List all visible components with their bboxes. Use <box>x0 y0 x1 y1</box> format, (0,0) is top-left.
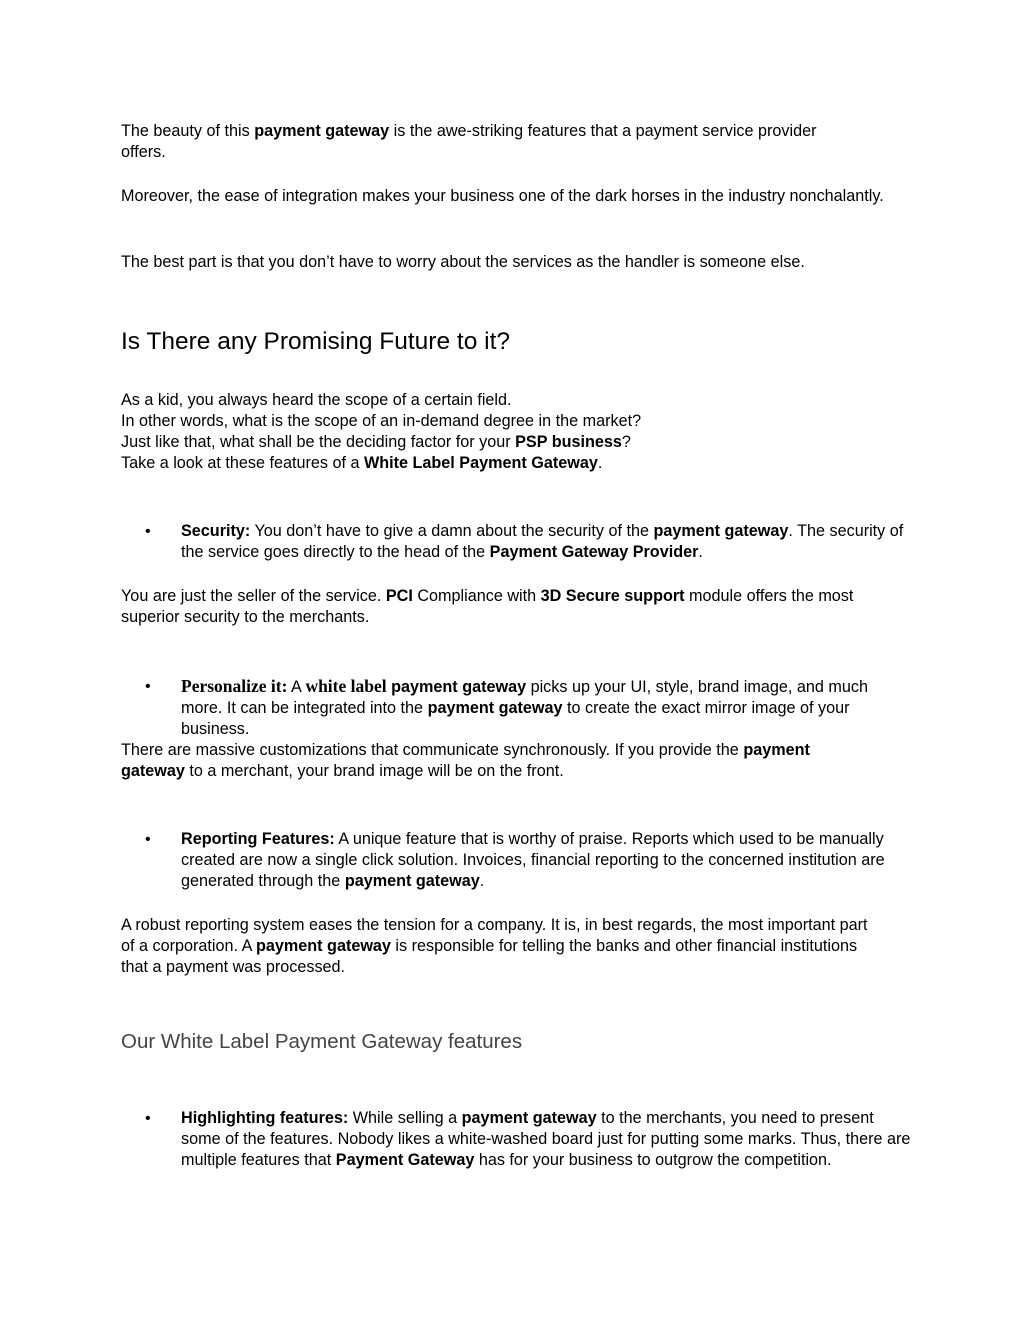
bold-text: 3D Secure support <box>540 587 685 605</box>
text: to a merchant, your brand image will be on the front. <box>184 762 564 780</box>
text: Just like that, what shall be the deciding factor for your <box>121 433 516 451</box>
text: has for your business to outgrow the competition. <box>474 1151 832 1169</box>
list-item-personalize <box>181 676 886 740</box>
text: to create the exact mirror image of your business. <box>181 699 850 738</box>
bold-text: payment gateway <box>121 741 810 780</box>
bold-text: White Label Payment Gateway <box>363 454 598 472</box>
text: A robust reporting system eases the tension for a company. It is, in best regards, the most important part of a corporation. A <box>121 916 868 955</box>
bullet-marker: • <box>145 831 151 848</box>
bold-text: payment gateway <box>344 872 480 890</box>
text: . <box>698 543 703 561</box>
paragraph-beauty <box>121 121 861 163</box>
bold-text: PSP business <box>515 433 622 451</box>
text: . <box>597 454 603 472</box>
text: You are just the seller of the service. <box>121 587 386 605</box>
bold-text: payment gateway <box>254 122 390 140</box>
text: While selling a <box>348 1109 462 1127</box>
bold-text: Highlighting features: <box>181 1109 349 1127</box>
bold-text: Security: <box>181 522 251 540</box>
bullet-marker: • <box>145 678 151 695</box>
text: A unique feature that is worthy of praise. Reports which used to be manually created are now a single click solution. Invoices, financial reporting to the concerned institution are generated through the <box>181 830 885 890</box>
paragraph-robust <box>121 915 876 978</box>
paragraph-customizations <box>121 740 836 782</box>
heading-features: Our White Label Payment Gateway features <box>121 1030 523 1053</box>
text: picks up your UI, style, brand image, and much more. It can be integrated into the <box>181 678 868 717</box>
list-item-security <box>181 521 911 563</box>
bold-text: PCI <box>385 587 413 605</box>
paragraph-best-part: The best part is that you don’t have to worry about the services as the handler is someone else. <box>121 253 805 271</box>
intro-line <box>121 453 911 474</box>
list-item-highlighting <box>181 1108 911 1171</box>
text: The beauty of this <box>121 122 255 140</box>
text: . <box>479 872 485 890</box>
text: ? <box>621 433 631 451</box>
text: Compliance with <box>412 587 541 605</box>
text: is the awe-striking features that a payment service provider offers. <box>121 122 817 161</box>
intro-line: As a kid, you always heard the scope of a certain field. <box>121 391 512 409</box>
bold-text: payment gateway <box>255 937 391 955</box>
text: A <box>287 678 306 696</box>
bold-text: Personalize it: <box>181 676 288 696</box>
list-item-reporting <box>181 829 916 892</box>
bold-text: payment gateway <box>427 699 563 717</box>
bold-text: white label <box>305 676 387 696</box>
paragraph-moreover: Moreover, the ease of integration makes your business one of the dark horses in the industry nonchalantly. <box>121 187 884 205</box>
bullet-marker: • <box>145 523 151 540</box>
heading-promising-future: Is There any Promising Future to it? <box>121 328 510 355</box>
text: . The security of the service goes directly to the head of the <box>181 522 904 561</box>
bold-text: payment gateway <box>653 522 789 540</box>
bold-text: Payment Gateway Provider <box>489 543 699 561</box>
bold-text: Reporting Features: <box>181 830 335 848</box>
bullet-marker: • <box>145 1110 151 1127</box>
intro-line <box>121 432 911 453</box>
bold-text: payment gateway <box>391 678 527 696</box>
text: module offers the most superior security to the merchants. <box>121 587 854 626</box>
text: is responsible for telling the banks and other financial institutions that a payment was processed. <box>121 937 858 976</box>
intro-line: In other words, what is the scope of an in-demand degree in the market? <box>121 412 642 430</box>
intro-block <box>121 390 911 474</box>
bold-text: Payment Gateway <box>335 1151 475 1169</box>
text: to the merchants, you need to present some of the features. Nobody likes a white-washed board just for putting some marks. Thus, there are multiple features that <box>181 1109 911 1169</box>
text: You don’t have to give a damn about the security of the <box>250 522 654 540</box>
bold-text: payment gateway <box>461 1109 597 1127</box>
paragraph-seller <box>121 586 891 628</box>
text: There are massive customizations that communicate synchronously. If you provide the <box>121 741 744 759</box>
text: Take a look at these features of a <box>121 454 364 472</box>
